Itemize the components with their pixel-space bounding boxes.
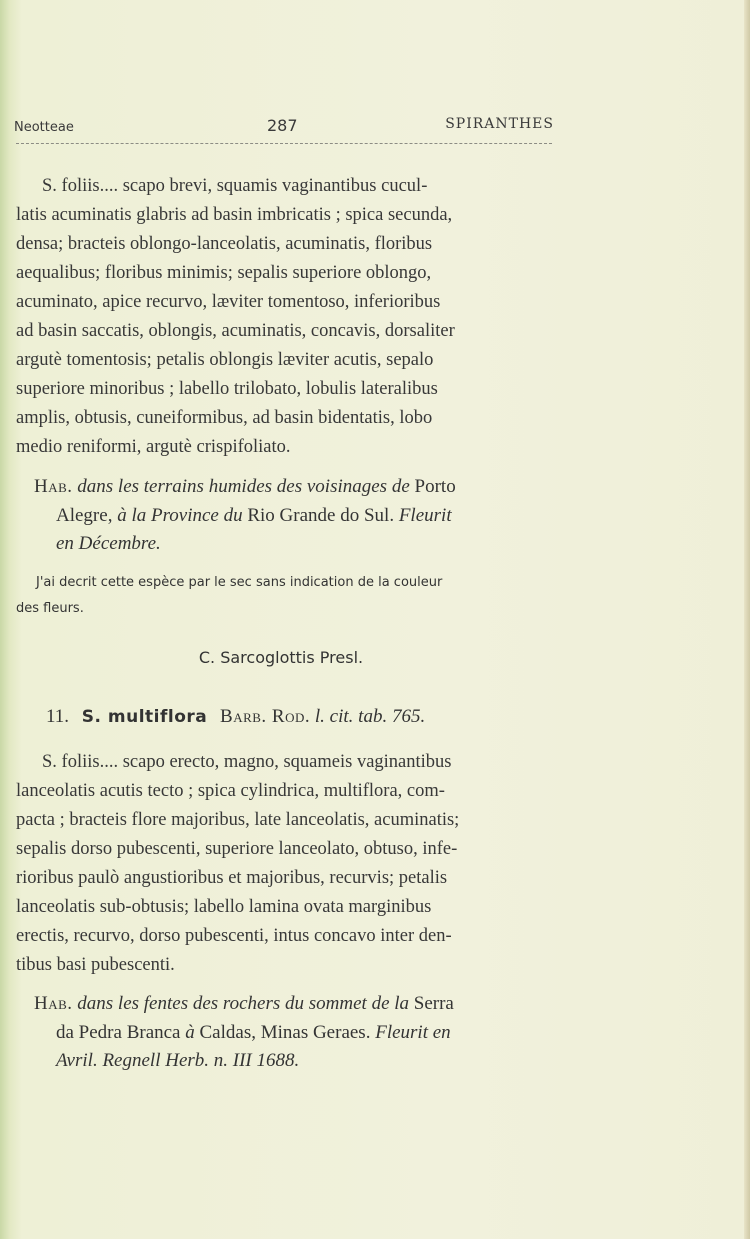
- habitat-place: Rio Grande do Sul.: [247, 504, 395, 526]
- habitat-place: da Pedra Branca: [56, 1021, 181, 1043]
- text-line: superiore minoribus ; labello trilobato, lobulis lateralibus: [16, 379, 438, 399]
- species-heading: [46, 706, 425, 728]
- text-line: ad basin saccatis, oblongis, acuminatis, concavis, dorsaliter: [16, 321, 455, 341]
- text-line: S. foliis.... scapo brevi, squamis vaginantibus cucul-: [42, 176, 428, 196]
- text-line: aequalibus; floribus minimis; sepalis superiore oblongo,: [16, 263, 432, 283]
- flowering-text: Fleurit en: [375, 1021, 451, 1043]
- habitat-text: dans les terrains humides des voisinages de: [77, 476, 410, 497]
- description-paragraph-1: [16, 172, 556, 462]
- text-line: [34, 473, 554, 502]
- header-tribe: Neotteae: [14, 120, 74, 135]
- habitat-place: Caldas, Minas Geraes.: [199, 1021, 371, 1043]
- running-header: [14, 116, 554, 142]
- habitat-place: Alegre,: [56, 504, 113, 526]
- page-edge: [744, 0, 750, 1239]
- habitat-text: à: [185, 1021, 195, 1043]
- text-line: latis acuminatis glabris ad basin imbricatis ; spica secunda,: [16, 205, 453, 225]
- flowering-text: Fleurit: [398, 504, 452, 526]
- text-line: [34, 1019, 554, 1048]
- habitat-label: Hab.: [34, 476, 73, 497]
- text-line: amplis, obtusis, cuneiformibus, ad basin bidentatis, lobo: [16, 408, 433, 428]
- text-line: argutè tomentosis; petalis oblongis læviter acutis, sepalo: [16, 350, 434, 370]
- text-line: pacta ; bracteis flore majoribus, late lanceolatis, acuminatis;: [16, 810, 460, 830]
- habitat-text: à la Province du: [117, 504, 243, 526]
- text-line: medio reniformi, argutè crispifoliato.: [16, 437, 291, 457]
- habitat-paragraph-2: [34, 990, 554, 1076]
- text-line: erectis, recurvo, dorso pubescenti, intus concavo inter den-: [16, 926, 452, 946]
- text-line: densa; bracteis oblongo-lanceolatis, acuminatis, floribus: [16, 234, 433, 254]
- note-paragraph: [16, 570, 556, 622]
- habitat-place: Serra: [413, 993, 454, 1014]
- description-paragraph-2: [16, 748, 556, 980]
- habitat-paragraph-1: [34, 473, 554, 559]
- text-line: tibus basi pubescenti.: [16, 955, 175, 975]
- species-name: S. multiflora: [81, 707, 208, 727]
- text-line: sepalis dorso pubescenti, superiore lanceolato, obtuso, infe-: [16, 839, 458, 859]
- header-genus: SPIRANTHES: [445, 116, 554, 132]
- text-line: lanceolatis acutis tecto ; spica cylindrica, multiflora, com-: [16, 781, 445, 801]
- text-line: J'ai decrit cette espèce par le sec sans indication de la couleur: [36, 575, 443, 590]
- page-number: 287: [267, 116, 298, 135]
- species-citation: l. cit. tab. 765.: [314, 706, 426, 727]
- habitat-text: dans les fentes des rochers du sommet de la: [77, 993, 410, 1014]
- habitat-place: Porto: [414, 476, 456, 497]
- text-line: lanceolatis sub-obtusis; labello lamina ovata marginibus: [16, 897, 432, 917]
- species-author: Barb. Rod.: [220, 706, 311, 727]
- text-line: rioribus paulò angustioribus et majoribus, recurvis; petalis: [16, 868, 448, 888]
- text-line: acuminato, apice recurvo, læviter tomentoso, inferioribus: [16, 292, 441, 312]
- flowering-text: en Décembre.: [56, 533, 161, 554]
- section-heading: C. Sarcoglottis Presl.: [198, 648, 364, 667]
- text-line: S. foliis.... scapo erecto, magno, squameis vaginantibus: [42, 752, 452, 772]
- text-line: [34, 990, 554, 1019]
- flowering-text: Avril. Regnell Herb. n. III 1688.: [56, 1050, 300, 1071]
- header-rule: [16, 143, 552, 144]
- text-line: des fleurs.: [16, 601, 84, 616]
- habitat-label: Hab.: [34, 993, 73, 1014]
- species-number: 11.: [46, 706, 70, 727]
- text-line: [34, 502, 554, 531]
